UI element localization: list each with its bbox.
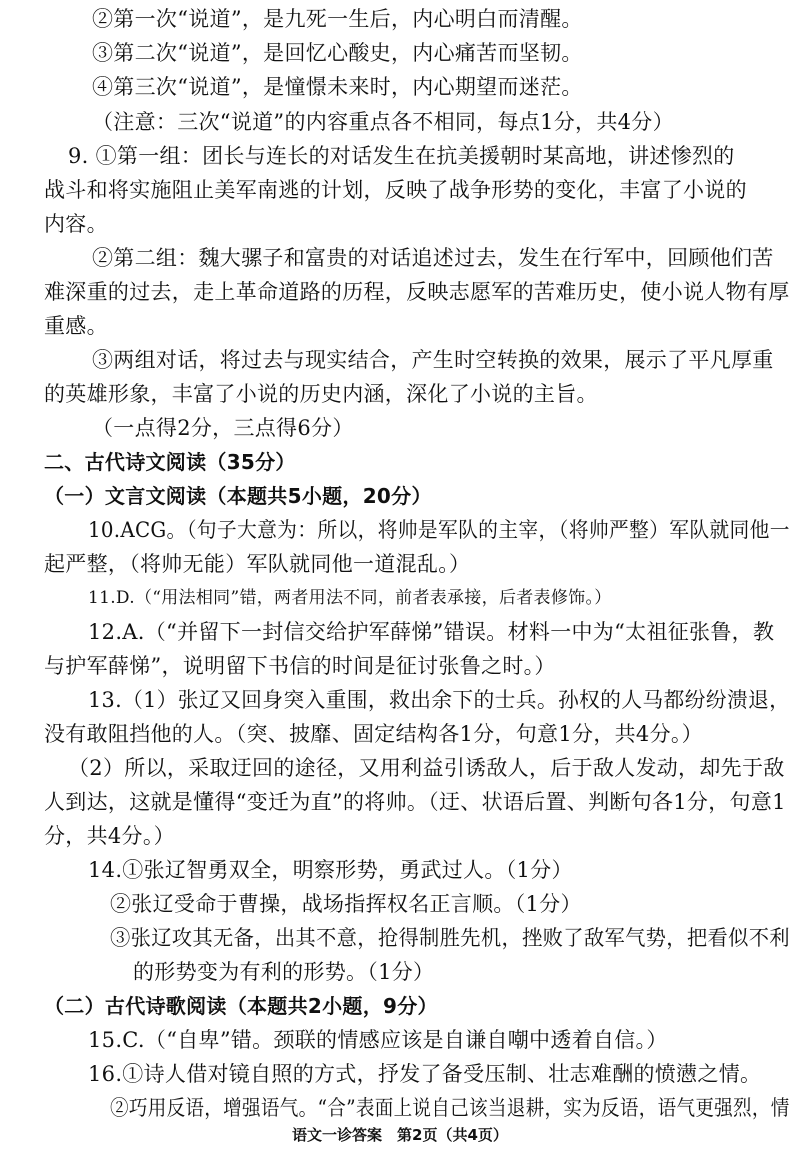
text-line: 9. ①第一组：团长与连长的对话发生在抗美援朝时某高地，讲述惨烈的 bbox=[68, 144, 735, 168]
text-line: 没有敢阻挡他的人。（突、披靡、固定结构各1分，句意1分，共4分。） bbox=[44, 722, 703, 746]
text-line: ③张辽攻其无备，出其不意，抢得制胜先机，挫败了敌军气势，把看似不利 bbox=[110, 926, 790, 950]
text-line: 分，共4分。） bbox=[44, 824, 175, 848]
text-line: ②第二组：魏大骡子和富贵的对话追述过去，发生在行军中，回顾他们苦 bbox=[92, 246, 774, 270]
text-line: 内容。 bbox=[44, 212, 108, 236]
text-line: ③第二次“说道”，是回忆心酸史，内心痛苦而坚韧。 bbox=[92, 41, 583, 65]
text-line: 16.①诗人借对镜自照的方式，抒发了备受压制、壮志难酬的愤懑之情。 bbox=[88, 1062, 762, 1086]
section-heading: 二、古代诗文阅读（35分） bbox=[44, 450, 296, 474]
text-line: 难深重的过去，走上革命道路的历程，反映志愿军的苦难历史，使小说人物有厚 bbox=[44, 280, 790, 304]
page-footer: 语文一诊答案 第2页（共4页） bbox=[292, 1126, 508, 1144]
text-line: （一点得2分，三点得6分） bbox=[92, 416, 354, 440]
text-line: 人到达，这就是懂得“变迁为直”的将帅。（迂、状语后置、判断句各1分，句意1 bbox=[44, 790, 786, 814]
text-line: 的英雄形象，丰富了小说的历史内涵，深化了小说的主旨。 bbox=[44, 382, 598, 406]
text-line: ②张辽受命于曹操，战场指挥权名正言顺。（1分） bbox=[110, 892, 582, 916]
text-line: ②第一次“说道”，是九死一生后，内心明白而清醒。 bbox=[92, 7, 583, 31]
text-line: 10.ACG。（句子大意为：所以，将帅是军队的主宰，（将帅严整）军队就同他一 bbox=[88, 518, 790, 542]
text-line: ④第三次“说道”，是憧憬未来时，内心期望而迷茫。 bbox=[92, 75, 583, 99]
text-line: ②巧用反语，增强语气。“合”表面上说自己该当退耕，实为反语，语气更强烈，情 bbox=[110, 1096, 790, 1120]
text-line: 的形势变为有利的形势。（1分） bbox=[133, 960, 435, 984]
text-line: 起严整，（将帅无能）军队就同他一道混乱。） bbox=[44, 552, 471, 576]
text-line: （注意：三次“说道”的内容重点各不相同，每点1分，共4分） bbox=[92, 110, 674, 134]
text-line: 13.（1）张辽又回身突入重围，救出余下的士兵。孙权的人马都纷纷溃退， bbox=[88, 688, 791, 712]
text-line: 15.C.（“自卑”错。颈联的情感应该是自谦自嘲中透着自信。） bbox=[88, 1028, 668, 1052]
text-line: 战斗和将实施阻止美军南逃的计划，反映了战争形势的变化，丰富了小说的 bbox=[44, 178, 747, 202]
text-line: ③两组对话，将过去与现实结合，产生时空转换的效果，展示了平凡厚重 bbox=[92, 348, 774, 372]
text-line: 14.①张辽智勇双全，明察形势，勇武过人。（1分） bbox=[88, 858, 573, 882]
text-line: （2）所以，采取迂回的途径，又用利益引诱敌人，后于敌人发动，却先于敌 bbox=[68, 756, 785, 780]
section-heading: （二）古代诗歌阅读（本题共2小题，9分） bbox=[44, 994, 438, 1018]
text-line: 11.D.（“用法相同”错，两者用法不同，前者表承接，后者表修饰。） bbox=[88, 588, 612, 608]
section-heading: （一）文言文阅读（本题共5小题，20分） bbox=[44, 484, 432, 508]
text-line: 与护军薛悌”，说明留下书信的时间是征讨张鲁之时。） bbox=[44, 654, 556, 678]
text-line: 12.A.（“并留下一封信交给护军薛悌”错误。材料一中为“太祖征张鲁，教 bbox=[88, 620, 775, 644]
text-line: 重感。 bbox=[44, 314, 108, 338]
